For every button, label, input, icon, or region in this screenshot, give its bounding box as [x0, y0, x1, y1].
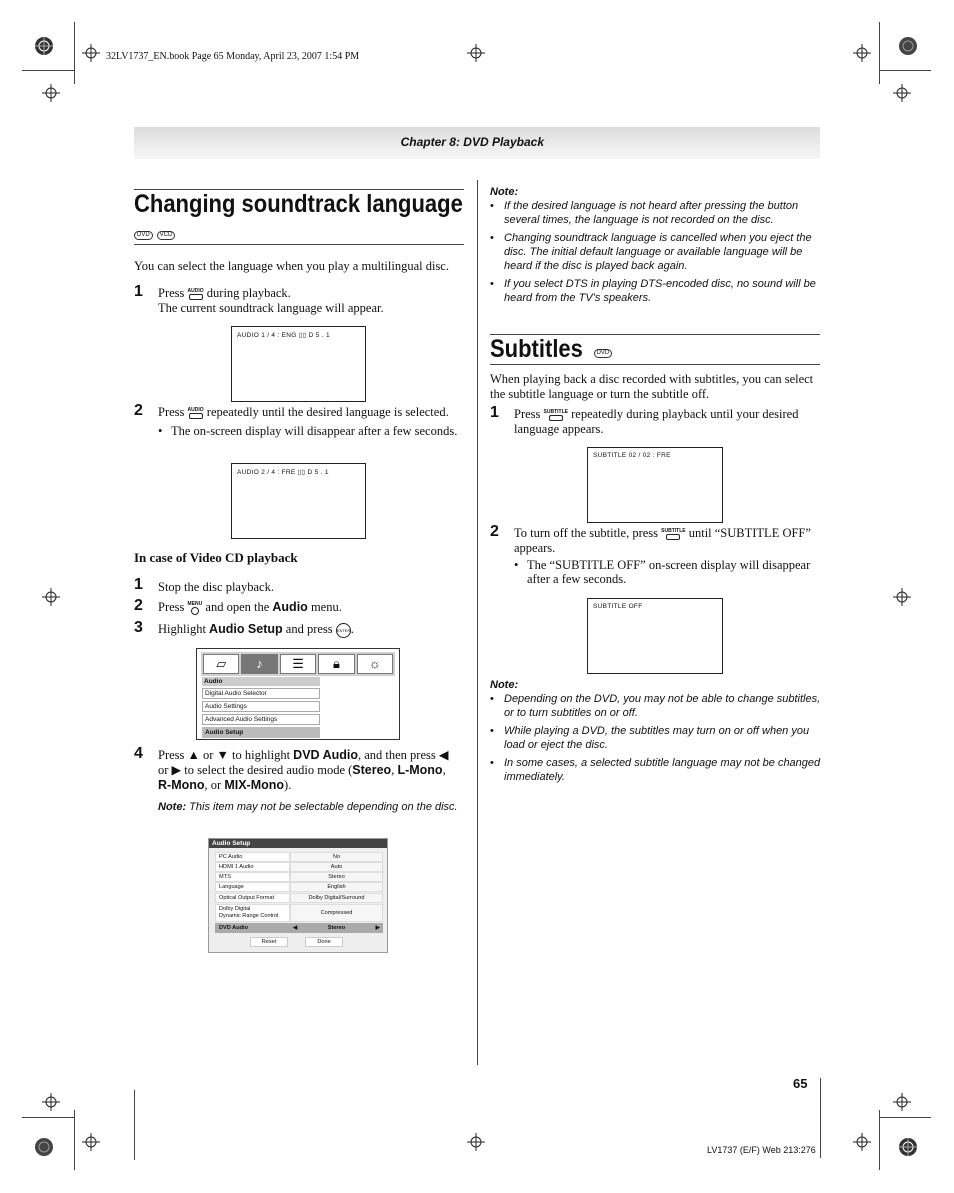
crop-mark — [879, 1117, 931, 1118]
crosshair-icon — [82, 1133, 100, 1151]
step-text: To turn off the subtitle, press SUBTITLE until “SUBTITLE OFF” appears. — [514, 526, 811, 555]
registration-target-icon — [898, 36, 918, 56]
section-title: Changing soundtrack language — [134, 190, 463, 218]
step-number: 4 — [134, 745, 143, 762]
note-item: • In some cases, a selected subtitle language may not be changed immediately. — [490, 757, 821, 783]
step-number: 2 — [134, 597, 143, 614]
subtitle-button-icon: SUBTITLE — [544, 410, 568, 421]
crop-mark — [74, 22, 75, 84]
step-text: Press AUDIO during playback. The current soundtrack language will appear. — [158, 286, 384, 315]
crosshair-icon — [42, 588, 60, 606]
done-button[interactable]: Done — [305, 937, 343, 947]
note-label: Note: — [490, 186, 519, 198]
crop-mark — [134, 1090, 135, 1160]
preferences-icon: ☼ — [357, 654, 393, 674]
subtitle-button-icon: SUBTITLE — [661, 529, 685, 540]
intro-text: You can select the language when you play a multilingual disc. — [134, 259, 449, 273]
step-text: Press AUDIO repeatedly until the desired language is selected. — [158, 405, 449, 419]
crop-mark — [22, 70, 74, 71]
enter-button-icon: ENTER — [336, 623, 351, 638]
crosshair-icon — [467, 1133, 485, 1151]
lock-icon: 🔒︎ — [318, 654, 354, 674]
audio-menu-panel — [196, 648, 400, 740]
dvd-badge: DVD — [134, 231, 153, 240]
step-number: 2 — [490, 523, 499, 540]
title-rule — [134, 244, 464, 245]
step-text: Press SUBTITLE repeatedly during playback until your desired language appears. — [514, 407, 799, 436]
registration-target-icon — [34, 36, 54, 56]
note: Note: This item may not be selectable depending on the disc. — [158, 801, 458, 813]
audio-setup-panel — [208, 838, 388, 953]
note-list — [490, 199, 822, 305]
reset-button[interactable]: Reset — [250, 937, 288, 947]
crosshair-icon — [42, 84, 60, 102]
panel-title: Audio Setup — [209, 839, 387, 848]
menu-icon-bar — [201, 652, 395, 676]
osd-screen: AUDIO 2 / 4 : FRE ▯▯ D 5 . 1 — [231, 463, 366, 539]
note-item: • While playing a DVD, the subtitles may turn on or off when you load or eject the disc. — [490, 725, 810, 751]
disc-badges — [134, 226, 175, 244]
osd-screen: AUDIO 1 / 4 : ENG ▯▯ D 5 . 1 — [231, 326, 366, 402]
arrow-left-icon[interactable]: ◀ — [293, 925, 298, 931]
audio-button-icon: AUDIO — [188, 408, 204, 419]
crosshair-icon — [853, 44, 871, 62]
print-code: LV1737 (E/F) Web 213:276 — [707, 1145, 816, 1155]
step-number: 1 — [134, 283, 143, 300]
crop-mark — [879, 1110, 880, 1170]
audio-menu-list — [202, 677, 320, 738]
audio-icon: ♪ — [241, 654, 277, 674]
menu-item[interactable]: Audio Settings — [202, 701, 320, 712]
column-divider — [477, 180, 478, 1065]
step-text: Stop the disc playback. — [158, 580, 274, 594]
picture-icon: ▱ — [203, 654, 239, 674]
crosshair-icon — [893, 1093, 911, 1111]
crop-mark — [879, 70, 931, 71]
dvd-badge: DVD — [594, 349, 613, 358]
page-number: 65 — [793, 1076, 808, 1091]
crosshair-icon — [82, 44, 100, 62]
setup-row[interactable]: Dolby Digital Dynamic Range Control Compressed — [215, 904, 383, 922]
intro-text: When playing back a disc recorded with subtitles, you can select the subtitle language or turn the subtitle off. — [490, 372, 814, 401]
file-info: 32LV1737_EN.book Page 65 Monday, April 23, 2007 1:54 PM — [106, 51, 360, 62]
menu-title: Audio — [202, 677, 320, 686]
osd-screen: SUBTITLE 02 / 02 : FRE — [587, 447, 723, 523]
step-text: Press ▲ or ▼ to highlight DVD Audio, and then press ◀ or ▶ to select the desired audio mode (Stereo, L-Mono, R-Mono, or MIX-Mono). — [158, 748, 449, 792]
step-number: 1 — [490, 404, 499, 421]
section-title: Subtitles — [490, 335, 583, 363]
crosshair-icon — [853, 1133, 871, 1151]
crop-mark — [879, 22, 880, 84]
crosshair-icon — [467, 44, 485, 62]
step-number: 3 — [134, 619, 143, 636]
arrow-right-icon[interactable]: ▶ — [375, 925, 380, 931]
setup-row[interactable]: Language English — [215, 882, 383, 892]
note-item: • If the desired language is not heard after pressing the button several times, the language is not recorded on the disc. — [490, 200, 799, 226]
setup-row[interactable]: MTS Stereo — [215, 872, 383, 882]
step-number: 2 — [134, 402, 143, 419]
bullet-item: • The “SUBTITLE OFF” on-screen display will disappear after a few seconds. — [514, 558, 811, 586]
note-item: • Changing soundtrack language is cancelled when you eject the disc. The initial default language or available language will be heard if the disc is played back again. — [490, 232, 812, 272]
chapter-bar — [134, 127, 820, 159]
menu-item[interactable]: Digital Audio Selector — [202, 688, 320, 699]
title-rule — [490, 364, 820, 365]
subtitles-heading — [490, 335, 612, 364]
note-item: • Depending on the DVD, you may not be able to change subtitles, or to turn subtitles on or off. — [490, 693, 821, 719]
step-text: Highlight Audio Setup and press ENTER. — [158, 622, 354, 636]
registration-target-icon — [34, 1137, 54, 1157]
menu-item[interactable]: Advanced Audio Settings — [202, 714, 320, 725]
setup-icon: ☰ — [280, 654, 316, 674]
vcd-badge: VCD — [157, 231, 176, 240]
step-number: 1 — [134, 576, 143, 593]
note-label: Note: — [490, 679, 519, 691]
subheading: In case of Video CD playback — [134, 550, 298, 565]
chapter-title: Chapter 8: DVD Playback — [400, 135, 544, 149]
crosshair-icon — [893, 84, 911, 102]
crosshair-icon — [42, 1093, 60, 1111]
registration-target-icon — [898, 1137, 918, 1157]
note-item: • If you select DTS in playing DTS-encoded disc, no sound will be heard from the TV’s speakers. — [490, 278, 816, 304]
note-list — [490, 692, 822, 784]
audio-button-icon: AUDIO — [188, 289, 204, 300]
setup-row[interactable]: PC Audio No — [215, 852, 383, 862]
menu-item-selected[interactable]: Audio Setup — [202, 727, 320, 738]
step-text: Press MENU and open the Audio menu. — [158, 600, 342, 614]
setup-row[interactable]: HDMI 1 Audio Auto — [215, 862, 383, 872]
crop-mark — [74, 1110, 75, 1170]
bullet-item: • The on-screen display will disappear after a few seconds. — [158, 424, 458, 438]
menu-button-icon: MENU — [188, 602, 203, 615]
crosshair-icon — [893, 588, 911, 606]
crop-mark — [22, 1117, 74, 1118]
crop-mark — [820, 1078, 821, 1158]
setup-row-selected[interactable]: DVD Audio ◀ Stereo ▶ — [215, 923, 383, 933]
setup-row[interactable]: Optical Output Format Dolby Digital/Surround — [215, 893, 383, 903]
osd-screen: SUBTITLE OFF — [587, 598, 723, 674]
